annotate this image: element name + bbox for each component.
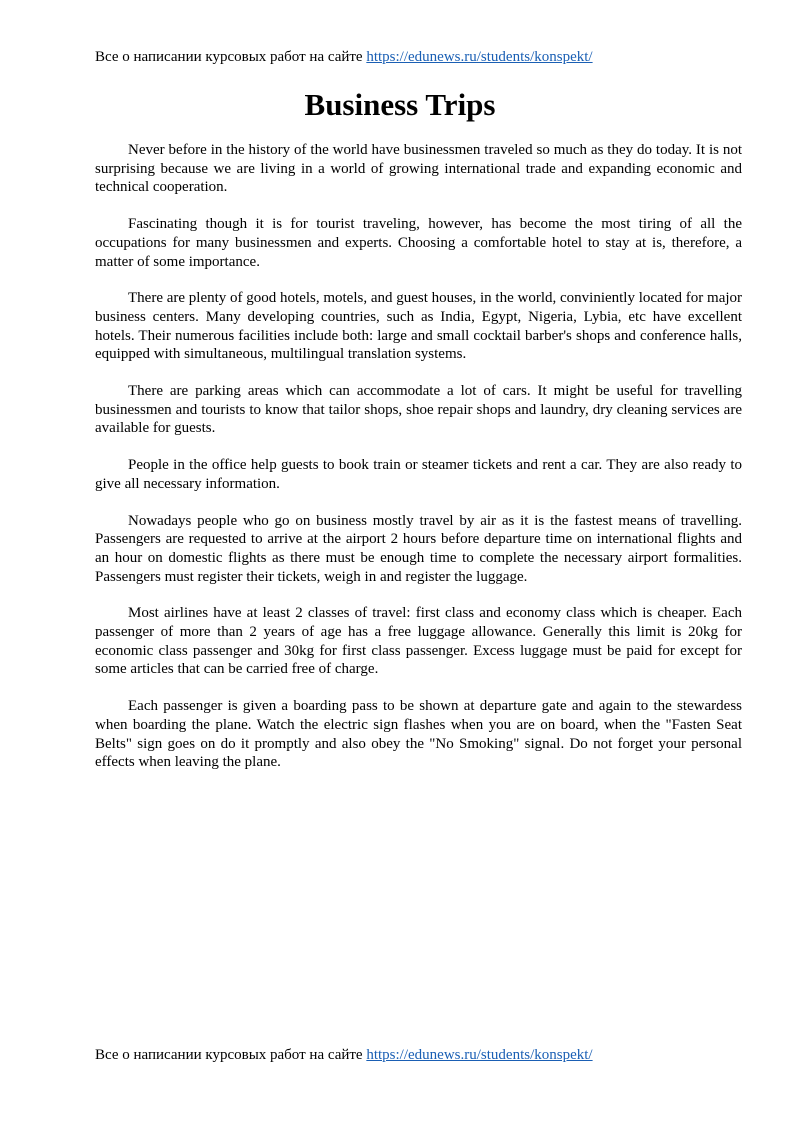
document-body (95, 141, 742, 790)
paragraph: Never before in the history of the world have businessmen traveled so much as they do today. It is not surprising because we are living in a world of growing international trade and expanding economic and technical cooperation. (95, 142, 742, 196)
header-text: Все о написании курсовых работ на сайте (95, 49, 367, 65)
paragraph: Most airlines have at least 2 classes of travel: first class and economy class which is cheaper. Each passenger of more than 2 years of age has a free luggage allowance. Generally this limit is 20kg for economic class passenger and 30kg for first class passenger. Excess luggage must be paid for except for some articles that can be carried free of charge. (95, 605, 742, 678)
page-footer (95, 1046, 593, 1064)
paragraph: People in the office help guests to book train or steamer tickets and rent a car. They are also ready to give all necessary information. (95, 457, 742, 492)
page-header (95, 48, 593, 66)
paragraph: There are parking areas which can accommodate a lot of cars. It might be useful for travelling businessmen and tourists to know that tailor shops, shoe repair shops and laundry, dry cleaning services are available for guests. (95, 383, 742, 437)
paragraph: There are plenty of good hotels, motels, and guest houses, in the world, conviniently located for major business centers. Many developing countries, such as India, Egypt, Nigeria, Lybia, etc have excellent hotels. Their numerous facilities include both: large and small cocktail barber's shops and conference halls, equipped with simultaneous, multilingual translation systems. (95, 290, 743, 363)
header-site-link[interactable]: https://edunews.ru/students/konspekt/ (366, 49, 593, 65)
footer-site-link[interactable]: https://edunews.ru/students/konspekt/ (366, 1047, 593, 1063)
paragraph: Nowadays people who go on business mostly travel by air as it is the fastest means of travelling. Passengers are requested to arrive at the airport 2 hours before departure time on international flights and an hour on domestic flights as there must be enough time to complete the necessary airport formalities. Passengers must register their tickets, weigh in and register the luggage. (95, 512, 742, 585)
document-title: Business Trips (304, 87, 496, 122)
paragraph: Each passenger is given a boarding pass to be shown at departure gate and again to the stewardess when boarding the plane. Watch the electric sign flashes when you are on board, when the "Fasten Seat Belts" sign goes on do it promptly and also obey the "No Smoking" signal. Do not forget your personal effects when leaving the plane. (95, 698, 742, 771)
footer-text: Все о написании курсовых работ на сайте (95, 1047, 367, 1063)
paragraph: Fascinating though it is for tourist traveling, however, has become the most tiring of all the occupations for many businessmen and experts. Choosing a comfortable hotel to stay at is, therefore, a matter of some importance. (95, 216, 742, 270)
